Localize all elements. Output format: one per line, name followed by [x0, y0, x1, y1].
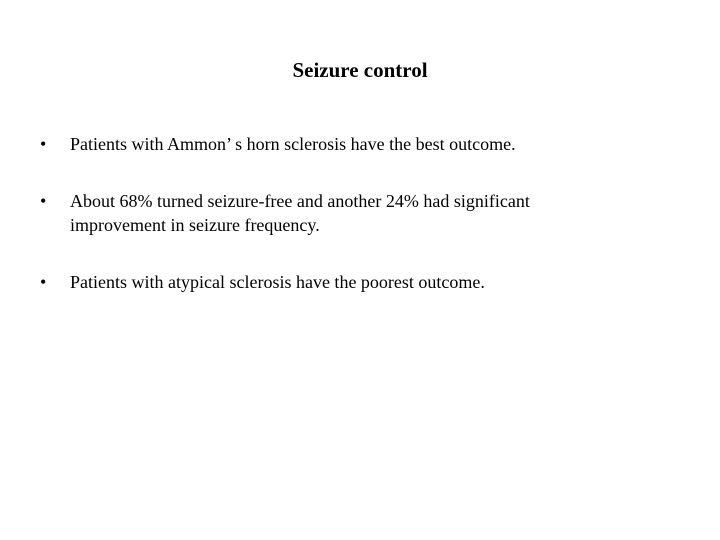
- bullet-marker: •: [40, 272, 47, 292]
- bullet-text: [70, 270, 670, 294]
- bullet-line: improvement in seizure frequency.: [70, 215, 320, 235]
- bullet-line: About 68% turned seizure-free and another 24% had significant: [70, 191, 530, 211]
- bullet-text: [70, 132, 670, 156]
- bullet-marker: •: [40, 134, 47, 154]
- bullet-text: [70, 189, 670, 237]
- bullet-marker: •: [40, 191, 47, 211]
- slide-title: Seizure control: [292, 58, 428, 82]
- bullet-line: Patients with atypical sclerosis have the poorest outcome.: [70, 272, 485, 292]
- bullet-line: Patients with Ammon’ s horn sclerosis have the best outcome.: [70, 134, 516, 154]
